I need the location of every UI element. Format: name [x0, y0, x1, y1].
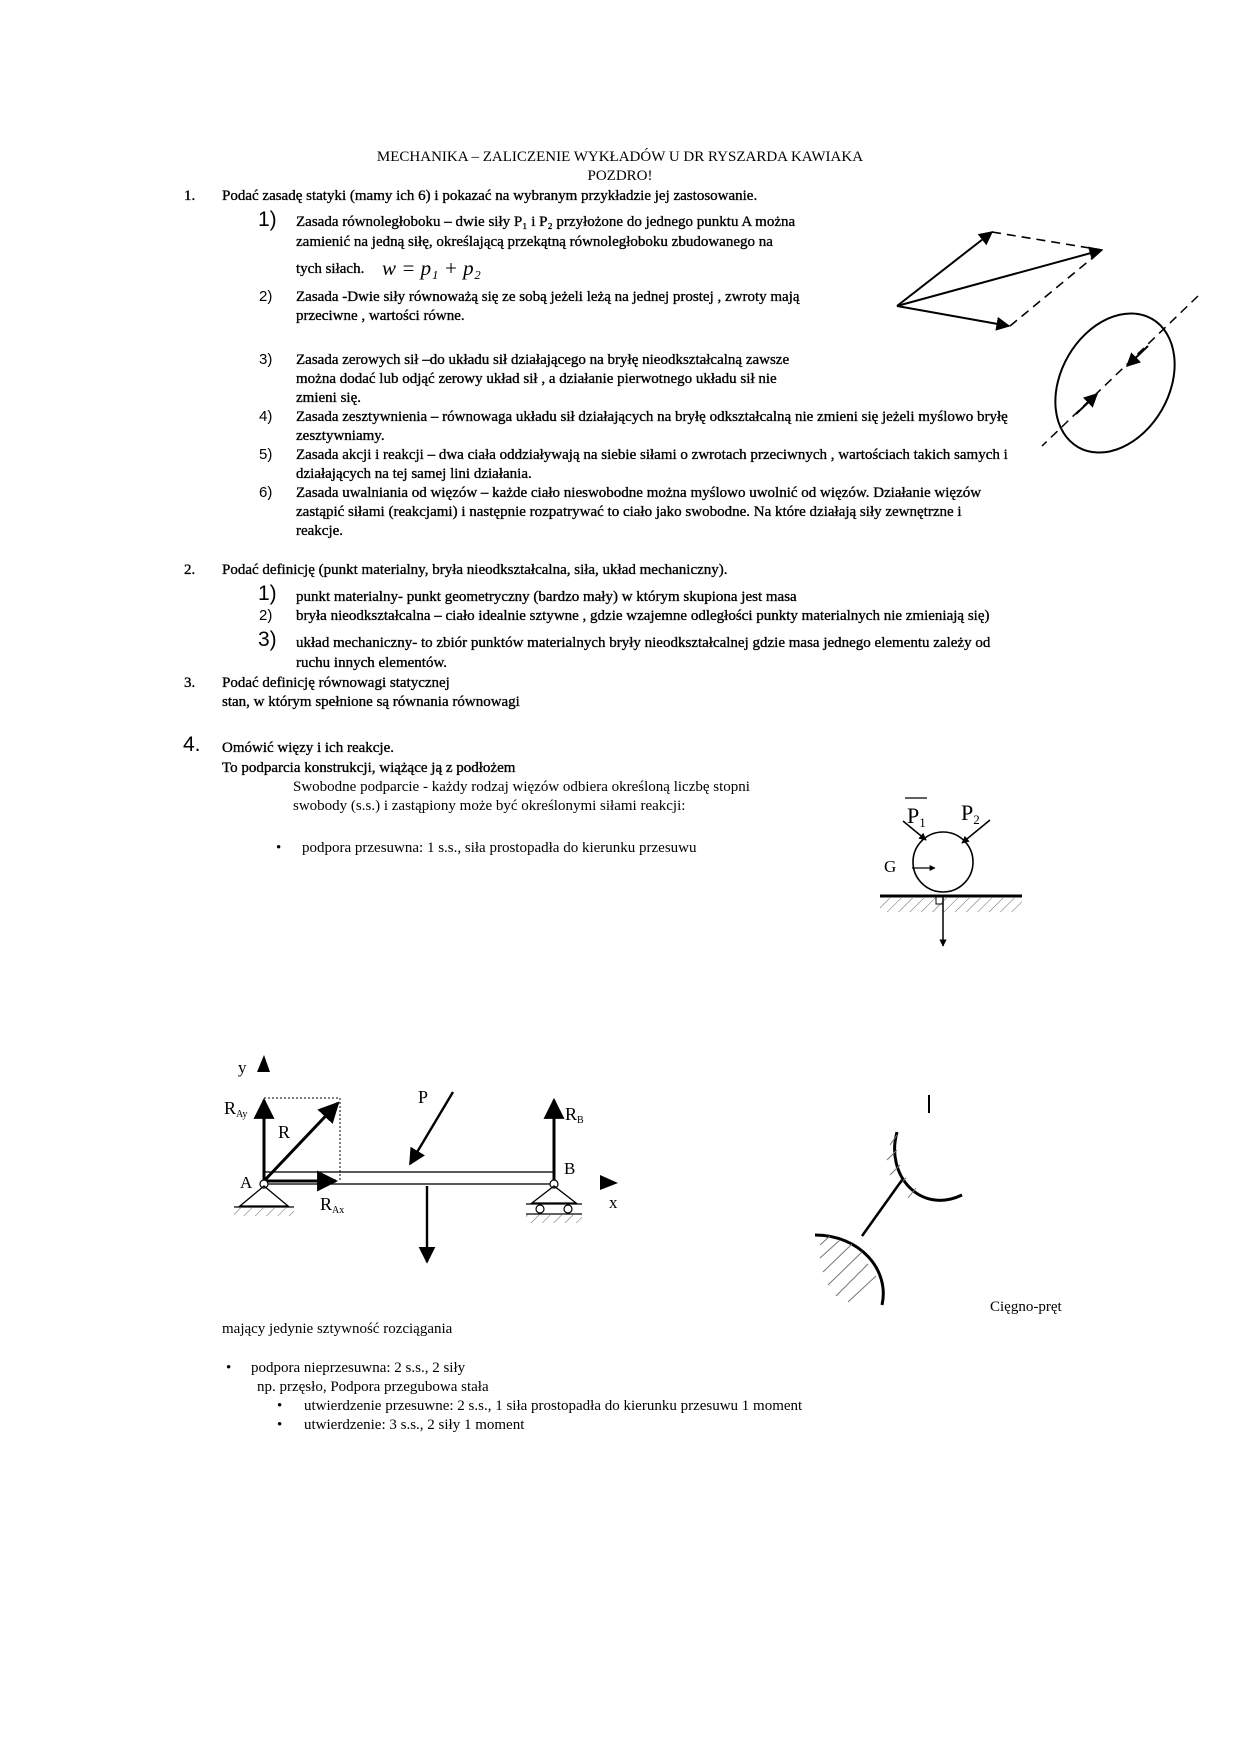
resultant-r-label: R [278, 1122, 291, 1142]
question-4-number: 4. [183, 733, 201, 756]
cable-rod-diagram [815, 1095, 962, 1305]
q1-item-2-line-1: Zasada -Dwie siły równoważą się ze sobą jeżeli leżą na jednej prostej , zwroty mają [296, 289, 800, 305]
reaction-b-label: RB [565, 1104, 584, 1126]
bullet-1-text: podpora przesuwna: 1 s.s., siła prostopadła do kierunku przesuwu [302, 840, 697, 856]
document-subtitle: POZDRO! [587, 168, 653, 184]
q1-item-6-line-2: zastąpić siłami (reakcjami) i następnie rozpatrywać to ciało jako swobodne. Na które działają siły zewnętrzne i [296, 504, 962, 520]
roller-force-p2-label: P2 [961, 800, 980, 827]
q2-item-1-line-1: punkt materialny- punkt geometryczny (bardzo mały) w którym skupiona jest masa [296, 589, 797, 605]
q1-item-2-line-2: przeciwne , wartości równe. [296, 308, 465, 324]
bullet-2-text: podpora nieprzesuwna: 2 s.s., 2 siły [251, 1360, 466, 1376]
q1-item-1-number: 1) [258, 208, 277, 231]
tension-only-caption: mający jedynie sztywność rozciągania [222, 1321, 453, 1337]
q4-line-2: Swobodne podparcie - każdy rodzaj więzów odbiera określoną liczbę stopni [293, 779, 750, 795]
q1-item-4-line-1: Zasada zesztywnienia – równowaga układu sił działających na bryłę odkształcalną nie zmieni się jeżeli myślowo bryłę [296, 409, 1008, 425]
q1-item-3-line-1: Zasada zerowych sił –do układu sił działającego na bryłę nieodkształcalną zawsze [296, 352, 790, 368]
q1-item-3-line-3: zmieni się. [296, 390, 361, 406]
q2-item-3-line-1: układ mechaniczny- to zbiór punktów materialnych bryły nieodkształcalnej gdzie masa jednego elementu zależy od [296, 635, 991, 651]
force-p-label: P [418, 1087, 429, 1107]
question-3-answer: stan, w którym spełnione są równania równowagi [222, 694, 520, 710]
q1-item-6-line-3: reakcje. [296, 523, 344, 539]
sub-bullet-2-glyph: • [277, 1417, 283, 1433]
q4-line-1: To podparcia konstrukcji, wiążące ją z podłożem [222, 760, 516, 776]
sub-bullet-1-glyph: • [277, 1398, 283, 1414]
force-parallelogram [897, 232, 1102, 326]
q1-item-6-number: 6) [259, 484, 273, 501]
q1-item-5-line-1: Zasada akcji i reakcji – dwa ciała oddziaływają na siebie siłami o zwrotach przeciwnych , wartościach takich samych i [296, 447, 1008, 463]
roller-support-diagram [880, 798, 1022, 946]
question-1-number: 1. [184, 188, 196, 204]
reaction-ax-label: RAx [320, 1194, 345, 1216]
question-2-number: 2. [184, 562, 196, 578]
y-axis-arrow-icon [257, 1055, 270, 1072]
sub-bullet-1-text: utwierdzenie przesuwne: 2 s.s., 1 siła prostopadła do kierunku przesuwu 1 moment [304, 1398, 803, 1414]
q1-item-1-line-2: zamienić na jedną siłę, określającą przekątną równoległoboku zbudowanego na [296, 234, 773, 250]
question-4-text: Omówić więzy i ich reakcje. [222, 740, 395, 756]
roller-weight-g-label: G [884, 857, 897, 876]
q2-item-2-number: 2) [259, 607, 273, 624]
q1-item-6-line-1: Zasada uwalniania od więzów – każde ciało nieswobodne można myślowo uwolnić od więzów. Działanie więzów [296, 485, 982, 501]
q2-item-3-line-2: ruchu innych elementów. [296, 655, 448, 671]
q1-item-3-number: 3) [259, 351, 273, 368]
point-b-label: B [564, 1159, 576, 1178]
bullet-1-glyph: • [276, 840, 282, 856]
document-title: MECHANIKA – ZALICZENIE WYKŁADÓW U DR RYSZARDA KAWIAKA [376, 149, 864, 165]
y-axis-label: y [238, 1058, 247, 1077]
q4-line-3: swobody (s.s.) i zastąpiony może być określonymi siłami reakcji: [293, 798, 686, 814]
q1-item-1-line-3: tych siłach. [296, 261, 365, 277]
roller-force-p1-label: P1 [907, 803, 926, 830]
reaction-ay-label: RAy [224, 1098, 248, 1120]
sub-bullet-2-text: utwierdzenie: 3 s.s., 2 siły 1 moment [304, 1417, 525, 1433]
q1-item-5-number: 5) [259, 446, 273, 463]
beam-diagram [224, 1055, 618, 1262]
q1-item-4-number: 4) [259, 408, 273, 425]
question-3-text: Podać definicję równowagi statycznej [222, 675, 450, 691]
example-text: np. przęsło, Podpora przegubowa stała [257, 1379, 489, 1395]
cable-rod-caption: Cięgno-pręt [990, 1299, 1062, 1315]
equilibrium-ellipse-diagram [1031, 292, 1199, 474]
q2-item-3-number: 3) [258, 628, 277, 651]
q1-item-4-line-2: zesztywniamy. [296, 428, 385, 444]
bullet-2-glyph: • [226, 1360, 232, 1376]
question-2-text: Podać definicję (punkt materialny, bryła nieodkształcalna, siła, układ mechaniczny). [222, 562, 728, 578]
x-axis-label: x [609, 1193, 618, 1212]
q2-item-2-line-1: bryła nieodkształcalna – ciało idealnie sztywne , gdzie wzajemne odległości punkty materialnych nie zmieniają się) [296, 608, 990, 624]
q1-item-5-line-2: działających na tej samej lini działania. [296, 466, 532, 482]
q1-item-1-line-1: Zasada równoległoboku – dwie siły P₁ i P₂ przyłożone do jednego punktu A można [296, 214, 796, 230]
question-1-text: Podać zasadę statyki (mamy ich 6) i pokazać na wybranym przykładzie jej zastosowanie. [222, 188, 758, 204]
q1-item-3-line-2: można dodać lub odjąć zerowy układ sił , a działanie pierwotnego układu sił nie [296, 371, 777, 387]
q1-item-2-number: 2) [259, 288, 273, 305]
q2-item-1-number: 1) [258, 582, 277, 605]
point-a-label: A [240, 1173, 253, 1192]
question-3-number: 3. [184, 675, 196, 691]
resultant-formula: w = p₁ + p₂ [382, 256, 481, 280]
x-axis-arrow-icon [600, 1175, 618, 1190]
